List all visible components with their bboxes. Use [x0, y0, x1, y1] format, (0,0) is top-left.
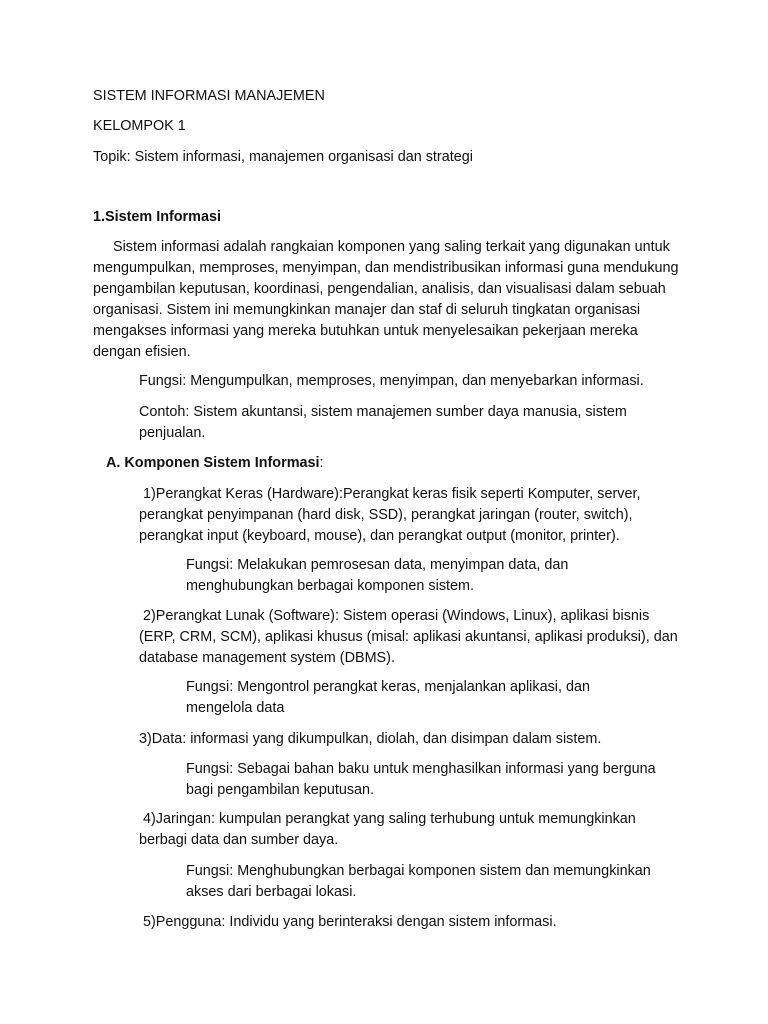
- section-heading-sistem-informasi: 1.Sistem Informasi: [93, 209, 221, 225]
- list-item-hardware: 1)Perangkat Keras (Hardware):Perangkat keras fisik seperti Komputer, server, perangkat penyimpanan (hard disk, SSD), perangkat jaringan (router, switch), perangkat input (keyboard, mouse), dan perangkat output (monitor, printer).: [139, 486, 641, 544]
- subsection-heading-text: A. Komponen Sistem Informasi: [106, 455, 320, 471]
- list-item-data-fungsi: Fungsi: Sebagai bahan baku untuk menghasilkan informasi yang berguna bagi pengambilan keputusan.: [186, 761, 656, 798]
- document-title: SISTEM INFORMASI MANAJEMEN: [93, 88, 325, 104]
- section-fungsi: Fungsi: Mengumpulkan, memproses, menyimpan, dan menyebarkan informasi.: [139, 373, 644, 389]
- section-contoh: Contoh: Sistem akuntansi, sistem manajemen sumber daya manusia, sistem penjualan.: [139, 404, 627, 441]
- list-item-jaringan: 4)Jaringan: kumpulan perangkat yang saling terhubung untuk memungkinkan berbagi data dan sumber daya.: [139, 811, 636, 848]
- list-item-data: 3)Data: informasi yang dikumpulkan, diolah, dan disimpan dalam sistem.: [139, 731, 602, 747]
- group-label: KELOMPOK 1: [93, 118, 186, 134]
- list-item-jaringan-fungsi: Fungsi: Menghubungkan berbagai komponen sistem dan memungkinkan akses dari berbagai lokasi.: [186, 863, 651, 900]
- subsection-heading-komponen: [106, 453, 686, 474]
- topic-line: Topik: Sistem informasi, manajemen organisasi dan strategi: [93, 149, 473, 165]
- list-item-software-fungsi: Fungsi: Mengontrol perangkat keras, menjalankan aplikasi, dan mengelola data: [186, 679, 590, 716]
- list-item-software: 2)Perangkat Lunak (Software): Sistem operasi (Windows, Linux), aplikasi bisnis (ERP, CRM, SCM), aplikasi khusus (misal: aplikasi akuntansi, aplikasi produksi), dan database management system (DBMS).: [139, 608, 678, 666]
- list-item-hardware-fungsi: Fungsi: Melakukan pemrosesan data, menyimpan data, dan menghubungkan berbagai komponen sistem.: [186, 557, 569, 594]
- list-item-pengguna: 5)Pengguna: Individu yang berinteraksi dengan sistem informasi.: [139, 914, 557, 930]
- section-paragraph: Sistem informasi adalah rangkaian komponen yang saling terkait yang digunakan untuk mengumpulkan, memproses, menyimpan, dan mendistribusikan informasi guna mendukung pengambilan keputusan, koordinasi, pengendalian, analisis, dan visualisasi dalam sebuah organisasi. Sistem ini memungkinkan manajer dan staf di seluruh tingkatan organisasi mengakses informasi yang mereka butuhkan untuk menyelesaikan pekerjaan mereka dengan efisien.: [93, 239, 679, 360]
- subsection-heading-colon: :: [319, 455, 324, 471]
